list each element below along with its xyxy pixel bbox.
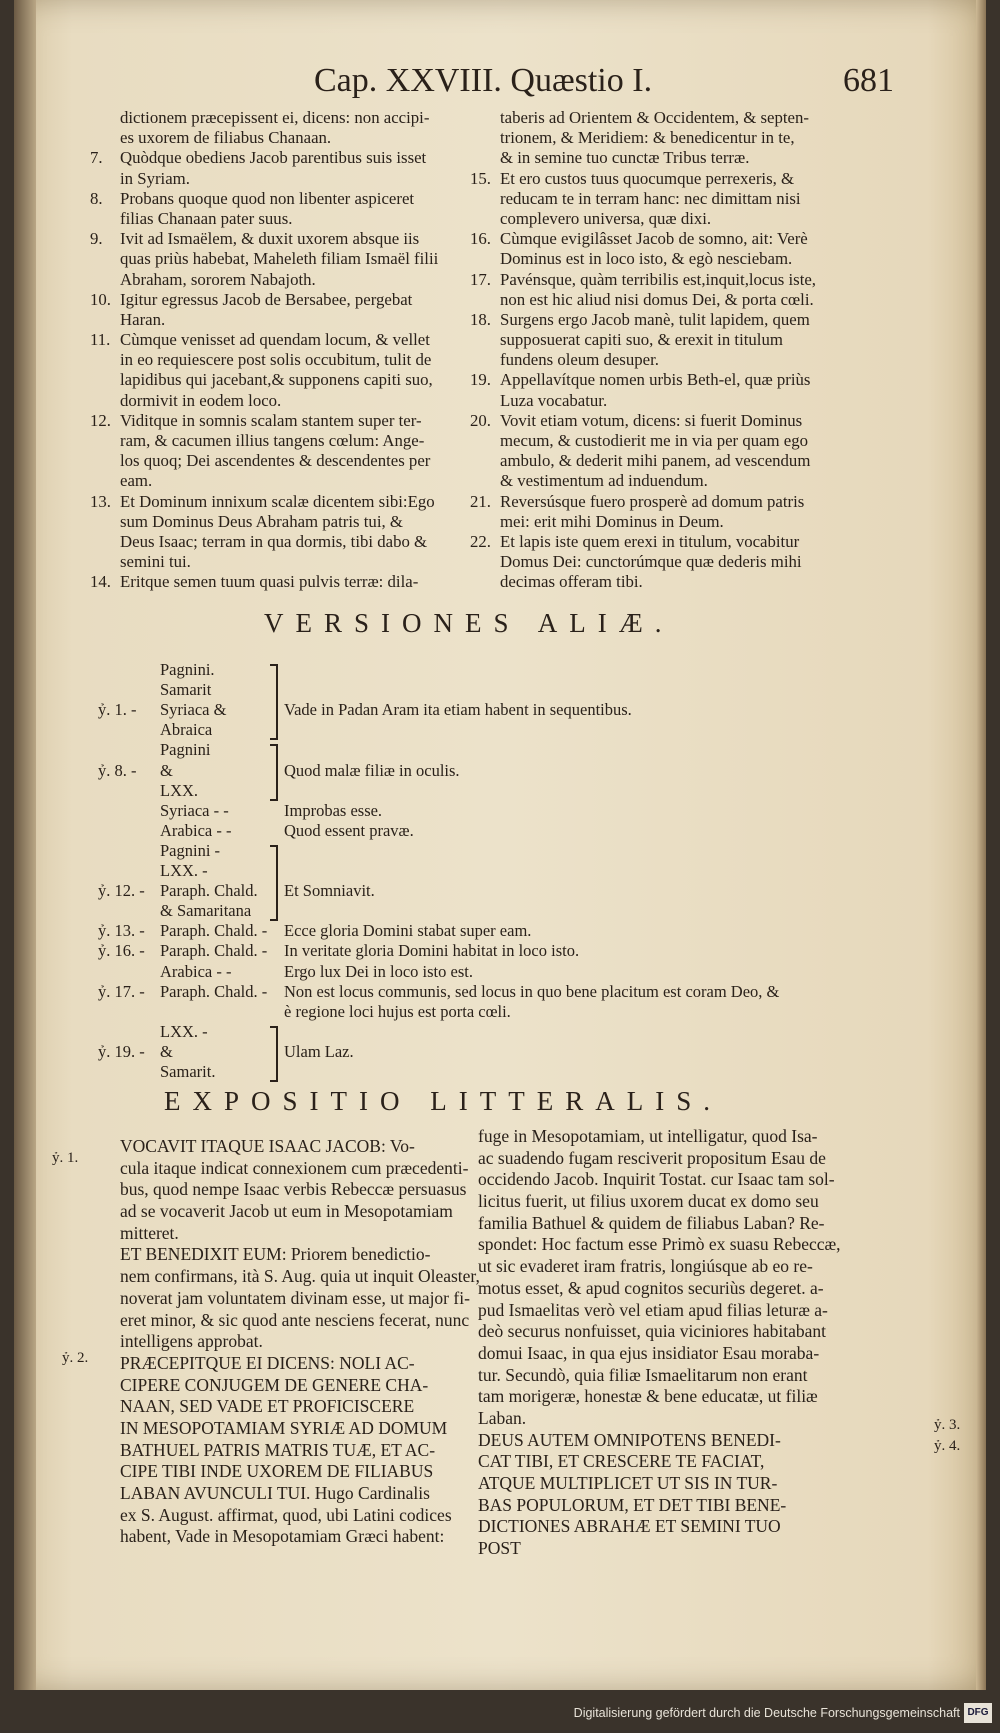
verse-line xyxy=(470,209,870,229)
verse-text: Probans quoque quod non libenter aspiceret xyxy=(120,188,415,208)
commentary-line: IN MESOPOTAMIAM SYRIÆ AD DOMUM xyxy=(120,1417,448,1438)
verse-line xyxy=(90,391,490,411)
verse-text: in Syriam. xyxy=(120,168,190,188)
commentary-line: ut sic evaderet iram fratris, longiúsque ab eo re- xyxy=(478,1256,813,1277)
verse-line xyxy=(470,532,870,552)
commentary-line: VOCAVIT ITAQUE ISAAC JACOB: Vo- xyxy=(120,1136,415,1156)
verse-text: & vestimentum ad induendum. xyxy=(500,471,708,491)
verse-line xyxy=(90,310,490,330)
verse-number: 10. xyxy=(90,289,111,309)
verse-text: Viditque in somnis scalam stantem super ter- xyxy=(120,410,422,430)
verse-text: sum Dominus Deus Abraham patris tui, & xyxy=(120,511,403,531)
verse-text: Et lapis iste quem erexi in titulum, vocabitur xyxy=(500,531,800,551)
commentary-line: motus esset, & apud cognitos securiùs degeret. a- xyxy=(478,1277,824,1298)
version-source: & xyxy=(160,760,173,780)
verse-text: Luza vocabatur. xyxy=(500,390,608,410)
verse-line xyxy=(90,209,490,229)
version-source: Syriaca - - xyxy=(160,800,229,820)
version-source: Pagnini. xyxy=(160,660,215,679)
verse-text: Et Dominum innixum scalæ dicentem sibi:Ego xyxy=(120,491,435,511)
verse-line xyxy=(90,189,490,209)
commentary-line: spondet: Hoc factum esse Primò ex suasu Rebeccæ, xyxy=(478,1234,841,1255)
version-source: Paraph. Chald. xyxy=(160,881,258,901)
version-source: LXX. - xyxy=(160,861,208,880)
commentary-line: Laban. xyxy=(478,1407,527,1428)
verse-line xyxy=(90,471,490,491)
verse-line xyxy=(470,411,870,431)
version-source: LXX. xyxy=(160,780,199,800)
verse-number: 18. xyxy=(470,309,491,329)
verse-line xyxy=(470,512,870,532)
verse-text: ram, & cacumen illius tangens cœlum: Ange- xyxy=(120,431,425,450)
version-source: Pagnini xyxy=(160,740,211,760)
version-reading: Ulam Laz. xyxy=(284,1041,354,1061)
verse-text: mecum, & custodierit me in via per quam ego xyxy=(500,431,809,450)
verse-number: 11. xyxy=(90,330,111,350)
verse-number: 14. xyxy=(90,572,111,592)
verse-text: trionem, & Meridiem: & benedicentur in te, xyxy=(500,128,795,148)
verse-text: Eritque semen tuum quasi pulvis terræ: dila- xyxy=(120,572,419,592)
verse-text: Abraham, sororem Nabajoth. xyxy=(120,269,316,289)
commentary-line: occidendo Jacob. Inquirit Tostat. cur Isaac tam sol- xyxy=(478,1169,835,1190)
commentary-line: ex S. August. affirmat, quod, ubi Latini codices xyxy=(120,1504,452,1525)
commentary-line: LABAN AVUNCULI TUI. Hugo Cardinalis xyxy=(120,1483,430,1503)
verse-ref: ỷ. 12. - xyxy=(98,881,145,901)
dfg-logo: DFG xyxy=(964,1703,992,1723)
footer-text: Digitalisierung gefördert durch die Deutsche Forschungsgemeinschaft xyxy=(573,1706,960,1720)
chapter-title: Cap. XXVIII. Quæstio I. xyxy=(314,62,653,99)
verse-line xyxy=(470,108,870,128)
verse-line xyxy=(90,512,490,532)
verse-text: fundens oleum desuper. xyxy=(500,350,659,370)
margin-verse-2: ỷ. 2. xyxy=(62,1350,89,1366)
page-edge xyxy=(976,0,986,1690)
commentary-line: intelligens approbat. xyxy=(120,1331,263,1352)
verse-text: Reversúsque fuero prosperè ad domum patris xyxy=(500,491,805,511)
commentary-line: PRÆCEPITQUE EI DICENS: NOLI AC- xyxy=(120,1352,415,1373)
verse-text: Deus Isaac; terram in qua dormis, tibi dabo & xyxy=(120,531,428,551)
verse-line xyxy=(90,431,490,451)
version-reading: Quod malæ filiæ in oculis. xyxy=(284,760,460,780)
margin-verse-3: ỷ. 3. xyxy=(934,1417,961,1433)
verse-line xyxy=(470,391,870,411)
verse-line xyxy=(470,572,870,592)
verse-line xyxy=(90,108,490,128)
commentary-line: DICTIONES ABRAHÆ ET SEMINI TUO xyxy=(478,1516,781,1537)
version-source: Arabica - - xyxy=(160,820,232,840)
verse-text: Pavénsque, quàm terribilis est,inquit,locus iste, xyxy=(500,269,817,289)
verse-line xyxy=(470,552,870,572)
version-reading: Quod essent pravæ. xyxy=(284,820,414,840)
verse-line xyxy=(90,572,490,592)
verse-number: 20. xyxy=(470,410,491,430)
verse-line xyxy=(470,451,870,471)
grouping-brace xyxy=(270,744,278,800)
verse-line xyxy=(470,370,870,390)
expositio-heading xyxy=(164,1086,864,1117)
version-reading: Improbas esse. xyxy=(284,800,383,820)
commentary-line: BAS POPULORUM, ET DET TIBI BENE- xyxy=(478,1494,787,1515)
commentary-line: CAT TIBI, ET CRESCERE TE FACIAT, xyxy=(478,1451,765,1472)
verse-line xyxy=(470,330,870,350)
verse-number: 19. xyxy=(470,370,491,390)
verse-text: eam. xyxy=(120,471,153,491)
commentary-line: CIPE TIBI INDE UXOREM DE FILIABUS xyxy=(120,1461,434,1482)
verse-number: 12. xyxy=(90,410,111,430)
verse-number: 7. xyxy=(90,148,103,168)
verse-text: ambulo, & dederit mihi panem, ad vescendum xyxy=(500,451,811,471)
verse-line xyxy=(470,290,870,310)
verse-line xyxy=(90,350,490,370)
commentary-line: mitteret. xyxy=(120,1222,179,1243)
running-header xyxy=(294,62,894,102)
digitization-footer xyxy=(0,1697,1000,1733)
verse-text: Cùmque evigilâsset Jacob de somno, ait: Verè xyxy=(500,229,808,249)
commentary-line: POST xyxy=(478,1538,521,1559)
verse-line xyxy=(90,128,490,148)
verse-ref: ỷ. 17. - xyxy=(98,981,145,1001)
commentary-line: familia Bathuel & quidem de filiabus Laban? Re- xyxy=(478,1212,825,1233)
verse-line xyxy=(90,532,490,552)
commentary-line: ET BENEDIXIT EUM: Priorem benedictio- xyxy=(120,1244,431,1265)
version-reading: Et Somniavit. xyxy=(284,881,375,901)
verse-line xyxy=(470,431,870,451)
verse-number: 13. xyxy=(90,491,111,511)
verse-text: supposuerat capiti suo, & erexit in titulum xyxy=(500,330,783,350)
version-source: & xyxy=(160,1041,173,1061)
verse-number: 16. xyxy=(470,229,491,249)
verse-text: filias Chanaan pater suus. xyxy=(120,208,293,228)
commentary-line: nem confirmans, ità S. Aug. quia ut inquit Oleaster, xyxy=(120,1266,480,1287)
version-reading: Ecce gloria Domini stabat super eam. xyxy=(284,921,532,941)
verse-line xyxy=(90,249,490,269)
version-source: Paraph. Chald. - xyxy=(160,941,268,961)
verse-text: Haran. xyxy=(120,309,166,329)
verse-ref: ỷ. 8. - xyxy=(98,760,137,780)
commentary-line: DEUS AUTEM OMNIPOTENS BENEDI- xyxy=(478,1429,781,1450)
verse-text: & in semine tuo cunctæ Tribus terræ. xyxy=(500,148,750,168)
commentary-line: tam morigeræ, honestæ & bene educatæ, ut filiæ xyxy=(478,1386,818,1407)
verse-number: 15. xyxy=(470,168,491,188)
version-source: Paraph. Chald. - xyxy=(160,981,268,1001)
verse-line xyxy=(90,492,490,512)
verse-ref: ỷ. 19. - xyxy=(98,1041,145,1061)
verse-text: reducam te in terram hanc: nec dimittam nisi xyxy=(500,188,801,208)
version-source: Paraph. Chald. - xyxy=(160,921,268,941)
verse-line xyxy=(90,552,490,572)
commentary-line: eret minor, & sic quod ante nesciens fecerat, nunc xyxy=(120,1309,470,1330)
margin-verse-1: ỷ. 1. xyxy=(52,1150,79,1166)
verse-text: lapidibus qui jacebant,& supponens capiti suo, xyxy=(120,370,433,390)
version-reading: In veritate gloria Domini habitat in loco isto. xyxy=(284,941,580,961)
verse-text: non est hic aliud nisi domus Dei, & porta cœli. xyxy=(500,289,814,309)
verse-number: 21. xyxy=(470,491,491,511)
verse-text: dictionem præcepissent ei, dicens: non accipi- xyxy=(120,108,430,127)
verse-number: 17. xyxy=(470,269,491,289)
verse-text: Dominus est in loco isto, & egò nesciebam. xyxy=(500,249,793,269)
verse-line xyxy=(470,128,870,148)
verse-line xyxy=(90,330,490,350)
version-source: LXX. - xyxy=(160,1021,208,1041)
verse-text: Surgens ergo Jacob manè, tulit lapidem, quem xyxy=(500,309,810,329)
verse-line xyxy=(90,148,490,168)
version-reading: Vade in Padan Aram ita etiam habent in sequentibus. xyxy=(284,700,632,720)
verse-number: 8. xyxy=(90,188,103,208)
verse-line xyxy=(470,471,870,491)
verse-ref: ỷ. 13. - xyxy=(98,921,145,941)
version-source: & Samaritana xyxy=(160,901,252,921)
verse-line xyxy=(90,451,490,471)
version-source: Syriaca & xyxy=(160,700,227,720)
commentary-line: tur. Secundò, quia filiæ Ismaelitarum non erant xyxy=(478,1364,808,1385)
commentary-line: ad se vocaverit Jacob ut eum in Mesopotamiam xyxy=(120,1201,453,1222)
verse-text: quas priùs habebat, Maheleth filiam Ismaël filii xyxy=(120,249,439,269)
commentary-line: habent, Vade in Mesopotamiam Græci habent: xyxy=(120,1526,445,1547)
verse-line xyxy=(470,350,870,370)
grouping-brace xyxy=(270,845,278,921)
verse-line xyxy=(470,270,870,290)
version-source: Arabica - - xyxy=(160,961,232,981)
verse-text: semini tui. xyxy=(120,552,191,572)
expositio-heading-text: EXPOSITIO LITTERALIS. xyxy=(164,1086,722,1116)
verse-text: Vovit etiam votum, dicens: si fuerit Dominus xyxy=(500,410,803,430)
commentary-line: domui Isaac, in qua ejus insidiator Esau moraba- xyxy=(478,1342,820,1363)
scripture-right-column xyxy=(470,108,870,593)
page-number: 681 xyxy=(843,62,894,99)
verse-line xyxy=(470,492,870,512)
verse-text: Et ero custos tuus quocumque perrexeris, & xyxy=(500,168,795,188)
margin-verse-4: ỷ. 4. xyxy=(934,1438,961,1454)
verse-line xyxy=(90,411,490,431)
verse-line xyxy=(470,249,870,269)
grouping-brace xyxy=(270,1026,278,1082)
expositio-left-column xyxy=(120,1136,480,1548)
version-source: Samarit. xyxy=(160,1062,216,1081)
verse-text: Igitur egressus Jacob de Bersabee, pergebat xyxy=(120,289,413,309)
verse-line xyxy=(470,169,870,189)
book-page xyxy=(14,0,986,1690)
verse-line xyxy=(470,148,870,168)
verse-line xyxy=(90,169,490,189)
expositio-right-column xyxy=(478,1126,848,1560)
verse-number: 22. xyxy=(470,531,491,551)
verse-line xyxy=(90,290,490,310)
verse-text: complevero universa, quæ dixi. xyxy=(500,208,712,228)
commentary-line: cula itaque indicat connexionem cum præcedenti- xyxy=(120,1157,469,1178)
verse-text: dormivit in eodem loco. xyxy=(120,390,282,410)
versiones-heading xyxy=(264,608,684,639)
verse-line xyxy=(90,370,490,390)
verse-text: es uxorem de filiabus Chanaan. xyxy=(120,128,332,148)
grouping-brace xyxy=(270,664,278,740)
verse-text: in eo requiescere post solis occubitum, tulit de xyxy=(120,350,432,370)
verse-line xyxy=(470,310,870,330)
commentary-line: bus, quod nempe Isaac verbis Rebeccæ persuasus xyxy=(120,1179,467,1200)
verse-text: Appellavítque nomen urbis Beth-el, quæ priùs xyxy=(500,370,811,390)
commentary-line: NAAN, SED VADE ET PROFICISCERE xyxy=(120,1396,415,1417)
commentary-line: fuge in Mesopotamiam, ut intelligatur, quod Isa- xyxy=(478,1126,818,1146)
commentary-line: BATHUEL PATRIS MATRIS TUÆ, ET AC- xyxy=(120,1439,436,1460)
verse-text: Cùmque venisset ad quendam locum, & vellet xyxy=(120,330,430,350)
commentary-line: CIPERE CONJUGEM DE GENERE CHA- xyxy=(120,1374,429,1395)
verse-text: Domus Dei: cunctorúmque quæ dederis mihi xyxy=(500,552,802,572)
verse-ref: ỷ. 16. - xyxy=(98,941,145,961)
versiones-heading-text: VERSIONES ALIÆ. xyxy=(264,608,674,638)
verse-text: Ivit ad Ismaëlem, & duxit uxorem absque iis xyxy=(120,229,420,249)
commentary-line: ac suadendo fugam resciverit propositum Esau de xyxy=(478,1147,826,1168)
version-source: Abraica xyxy=(160,720,213,740)
verse-number: 9. xyxy=(90,229,103,249)
verse-line xyxy=(90,270,490,290)
commentary-line: pud Ismaelitas verò vel etiam apud filias leturæ a- xyxy=(478,1299,828,1320)
version-source: Samarit xyxy=(160,680,212,700)
version-source: Pagnini - xyxy=(160,840,221,860)
commentary-line: licitus fuerit, ut filius uxorem ducat ex domo seu xyxy=(478,1191,819,1212)
commentary-line: deò securus nonfuisset, quia viciniores habitabant xyxy=(478,1321,826,1342)
verse-text: los quoq; Dei ascendentes & descendentes per xyxy=(120,451,431,471)
verse-text: mei: erit mihi Dominus in Deum. xyxy=(500,511,724,531)
verse-text: taberis ad Orientem & Occidentem, & septen- xyxy=(500,108,809,127)
commentary-line: noverat jam voluntatem divinam esse, ut major fi- xyxy=(120,1287,470,1308)
commentary-line: ATQUE MULTIPLICET UT SIS IN TUR- xyxy=(478,1473,778,1493)
verse-line xyxy=(90,229,490,249)
verse-ref: ỷ. 1. - xyxy=(98,700,137,720)
version-reading: è regione loci hujus est porta cœli. xyxy=(284,1001,511,1021)
verse-line xyxy=(470,229,870,249)
version-reading: Ergo lux Dei in loco isto est. xyxy=(284,961,473,981)
version-reading: Non est locus communis, sed locus in quo bene placitum est coram Deo, & xyxy=(284,981,780,1001)
scripture-left-column xyxy=(90,108,490,593)
book-gutter xyxy=(14,0,36,1690)
verse-text: decimas offeram tibi. xyxy=(500,572,643,592)
verse-text: Quòdque obediens Jacob parentibus suis isset xyxy=(120,148,427,168)
verse-line xyxy=(470,189,870,209)
